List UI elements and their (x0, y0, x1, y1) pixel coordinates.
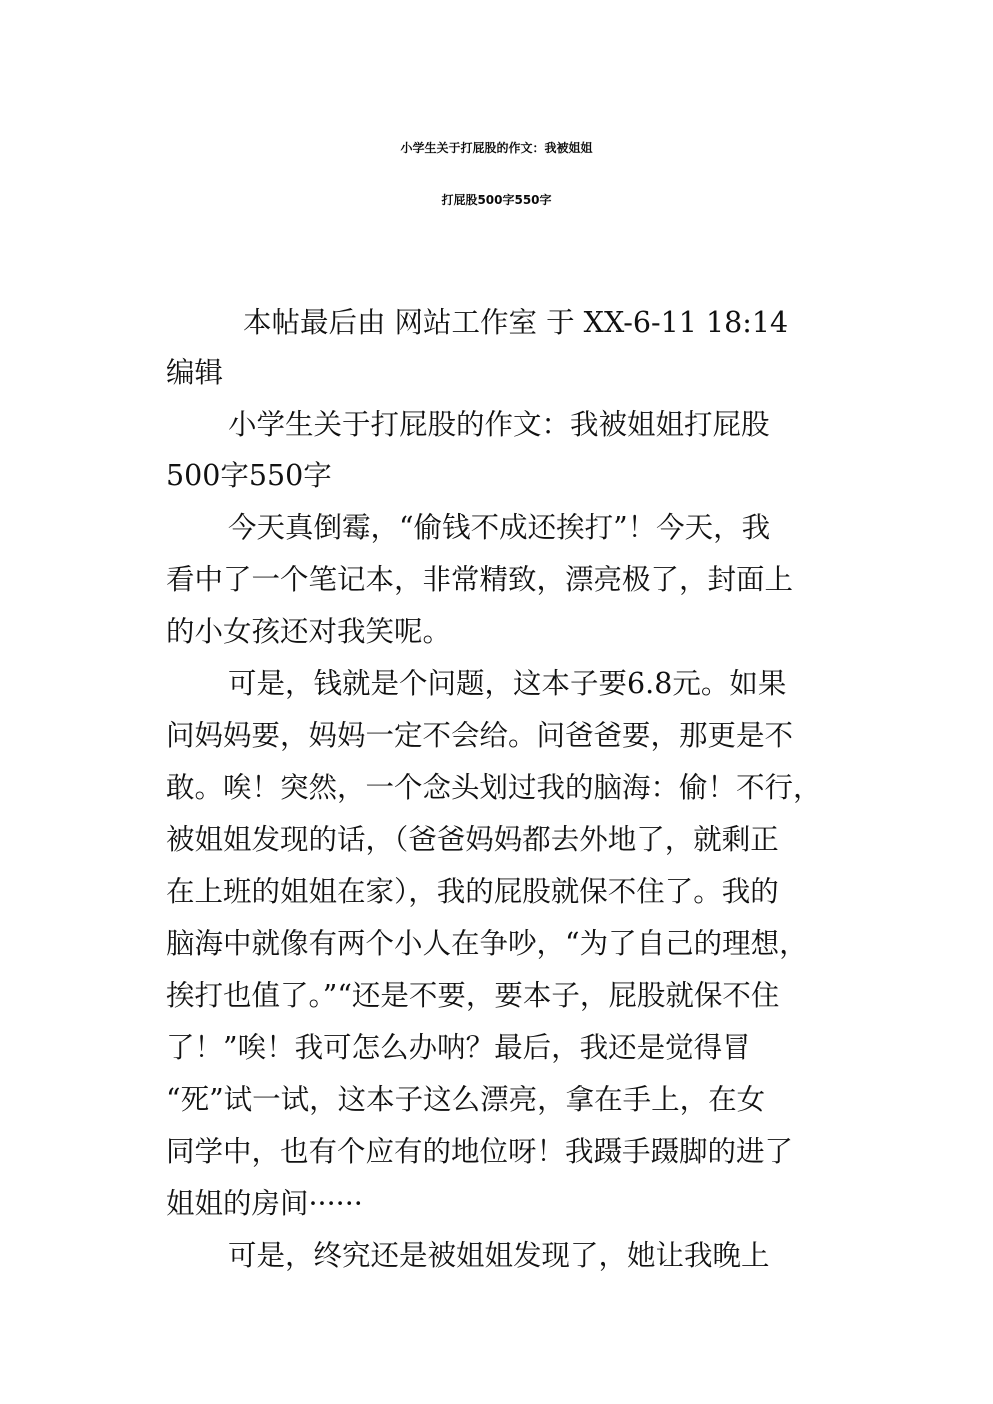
body-line: “死”试一试，这本子这么漂亮，拿在手上，在女 (166, 1083, 766, 1116)
edit-meta-line: 本帖最后由 网站工作室 于 XX-6-11 18:14 (243, 306, 789, 339)
body-line: 500字550字 (166, 459, 332, 492)
body-line: 可是，钱就是个问题，这本子要6.8元。如果 (228, 667, 787, 700)
body-line: 姐姐的房间······ (166, 1187, 363, 1220)
body-line: 同学中，也有个应有的地位呀！我蹑手蹑脚的进了 (166, 1135, 794, 1168)
body-line: 问妈妈要，妈妈一定不会给。问爸爸要，那更是不 (166, 719, 794, 752)
edit-meta-continuation: 编辑 (166, 356, 224, 389)
body-line: 今天真倒霉，“偷钱不成还挨打”！今天，我 (228, 511, 771, 544)
body-line: 的小女孩还对我笑呢。 (166, 615, 452, 648)
body-line: 被姐姐发现的话，（爸爸妈妈都去外地了，就剩正 (166, 823, 779, 856)
body-line: 看中了一个笔记本，非常精致，漂亮极了，封面上 (166, 563, 794, 596)
body-line: 在上班的姐姐在家），我的屁股就保不住了。我的 (166, 875, 779, 908)
body-line: 脑海中就像有两个小人在争吵，“为了自己的理想， (166, 927, 808, 960)
body-line: 挨打也值了。”“还是不要，要本子，屁股就保不住 (166, 979, 780, 1012)
title-line-2: 打屁股500字550字 (441, 193, 552, 207)
title-line-1: 小学生关于打屁股的作文：我被姐姐 (400, 141, 593, 155)
body-line: 小学生关于打屁股的作文：我被姐姐打屁股 (228, 408, 770, 441)
body-line: 可是，终究还是被姐姐发现了，她让我晚上 (228, 1239, 770, 1272)
body-line: 了！”唉！我可怎么办呐？最后，我还是觉得冒 (166, 1031, 751, 1064)
body-line: 敢。唉！突然，一个念头划过我的脑海：偷！不行， (166, 771, 822, 804)
